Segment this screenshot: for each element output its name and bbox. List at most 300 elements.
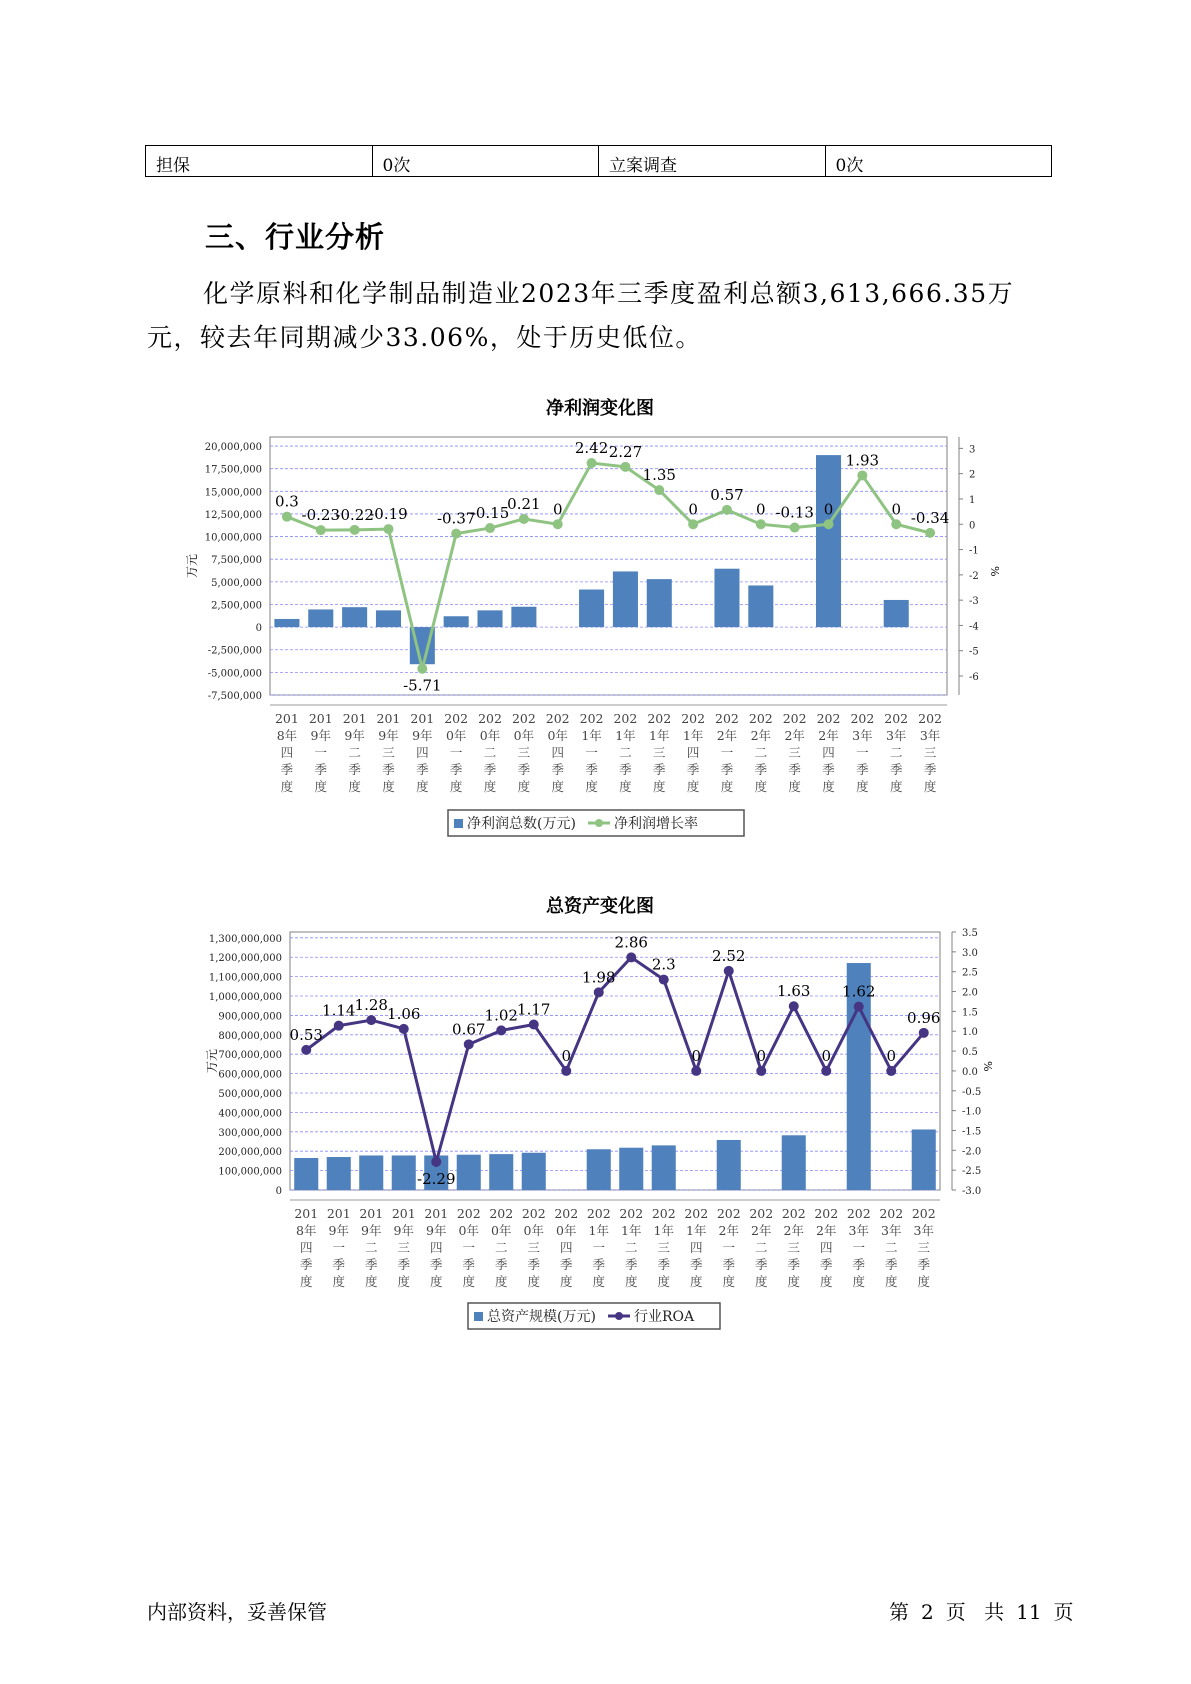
x-tick-label: 二: [624, 1240, 638, 1255]
x-tick-label: 季: [686, 762, 700, 777]
data-label: 0.53: [289, 1025, 323, 1044]
x-tick-label: 2年: [783, 1223, 804, 1238]
data-label: -0.23: [301, 506, 341, 525]
x-tick-label: 2年: [784, 728, 805, 743]
x-tick-label: 202: [918, 711, 943, 726]
x-tick-label: 202: [715, 711, 739, 726]
x-tick-label: 季: [551, 762, 564, 777]
x-tick-label: 0年: [513, 728, 535, 743]
x-tick-label: 0年: [547, 728, 568, 743]
x-tick-label: 度: [397, 1274, 411, 1289]
line-point: [654, 485, 664, 495]
x-tick-label: 度: [348, 779, 361, 794]
x-tick-label: 3年: [848, 1223, 869, 1238]
x-tick-label: 度: [657, 1274, 671, 1289]
x-tick-label: 二: [754, 1240, 768, 1255]
x-tick-label: 9年: [426, 1223, 447, 1238]
x-tick-label: 四: [689, 1240, 703, 1255]
x-tick-label: 202: [884, 711, 909, 726]
x-tick-label: 季: [592, 1257, 606, 1272]
x-tick-label: 202: [782, 711, 807, 726]
x-tick-label: 一: [585, 745, 598, 760]
data-label: 1.35: [642, 466, 676, 485]
x-tick-label: 四: [559, 1240, 573, 1255]
x-tick-label: 度: [494, 1274, 508, 1289]
x-tick-label: 202: [511, 711, 536, 726]
data-label: 1.14: [322, 1001, 356, 1020]
y-tick-label: 300,000,000: [218, 1127, 282, 1139]
x-tick-label: 季: [852, 1257, 866, 1272]
x-tick-label: 季: [299, 1257, 313, 1272]
bar: [652, 1145, 676, 1190]
legend-label: 净利润总数(万元): [467, 816, 576, 832]
x-tick-label: 度: [299, 1274, 313, 1289]
line-point: [854, 1002, 864, 1012]
y-tick-label: 1,000,000,000: [208, 992, 282, 1004]
x-tick-label: 度: [332, 1274, 346, 1289]
chart-title-total-assets: 总资产变化图: [546, 896, 654, 917]
line-point: [756, 519, 766, 529]
x-tick-label: 季: [689, 1257, 703, 1272]
x-tick-label: 度: [429, 1274, 443, 1289]
x-tick-label: 202: [748, 711, 773, 726]
line-point: [464, 1039, 474, 1049]
x-tick-label: 1年: [686, 1223, 707, 1238]
bar: [489, 1154, 513, 1190]
data-label: 2.27: [608, 442, 643, 461]
x-tick-label: 季: [585, 762, 598, 777]
x-tick-label: 度: [592, 1274, 606, 1289]
analysis-paragraph: 化学原料和化学制品制造业2023年三季度盈利总额3,613,666.35万元，较去年同期减少33.06%，处于历史低位。: [147, 279, 1015, 352]
x-tick-label: 度: [559, 1274, 573, 1289]
bar: [748, 585, 773, 627]
x-tick-label: 度: [585, 779, 598, 794]
x-tick-label: 季: [429, 1257, 443, 1272]
y-tick-label: 100,000,000: [218, 1166, 282, 1178]
bar: [619, 1148, 643, 1190]
x-tick-label: 201: [342, 711, 367, 726]
data-label: -2.29: [417, 1169, 456, 1188]
bar: [376, 610, 401, 627]
x-tick-label: 度: [852, 1274, 866, 1289]
x-tick-label: 季: [917, 1257, 931, 1272]
bar: [912, 1129, 936, 1190]
x-tick-label: 二: [364, 1240, 378, 1255]
data-label: -0.34: [910, 508, 950, 527]
legend-label: 行业ROA: [634, 1309, 695, 1325]
x-tick-label: 季: [889, 762, 903, 777]
line-point: [431, 1157, 441, 1167]
data-label: 0: [756, 1046, 767, 1065]
x-tick-label: 201: [376, 711, 401, 726]
x-tick-label: 202: [846, 1206, 871, 1221]
x-tick-label: 度: [416, 779, 429, 794]
bar: [511, 607, 536, 627]
y2-tick-label: -2.5: [962, 1166, 982, 1178]
y2-tick-label: -3.0: [962, 1186, 982, 1197]
x-tick-label: 202: [489, 1206, 514, 1221]
y2-tick-label: 3: [969, 444, 976, 456]
x-tick-label: 度: [483, 779, 497, 794]
x-tick-label: 三: [397, 1240, 411, 1255]
y2-tick-label: 0.5: [962, 1047, 978, 1059]
x-tick-label: 季: [624, 1257, 638, 1272]
x-tick-label: 四: [280, 745, 294, 760]
y2-tick-label: -4: [969, 621, 979, 633]
data-label: 1.62: [842, 982, 876, 1001]
line-point: [620, 462, 630, 472]
x-tick-label: 季: [416, 762, 429, 777]
x-tick-label: 1年: [621, 1223, 642, 1238]
line-point: [383, 524, 393, 534]
x-tick-label: 1年: [649, 728, 670, 743]
x-tick-label: 一: [856, 745, 869, 760]
data-label: -0.13: [775, 503, 814, 522]
x-tick-label: 季: [819, 1257, 833, 1272]
x-tick-label: 季: [787, 1257, 801, 1272]
x-tick-label: 度: [449, 779, 463, 794]
table-cell: 担保: [146, 146, 373, 177]
page-number: 2: [921, 1600, 934, 1624]
data-label: 2.3: [651, 955, 676, 974]
bar: [714, 569, 739, 627]
x-tick-label: 3年: [919, 728, 941, 743]
legend-label: 总资产规模(万元): [487, 1309, 596, 1325]
x-tick-label: 9年: [310, 728, 332, 743]
line-point: [485, 523, 495, 533]
x-tick-label: 季: [856, 762, 869, 777]
line-point: [789, 1001, 799, 1011]
x-tick-label: 1年: [581, 728, 602, 743]
x-tick-label: 三: [653, 745, 666, 760]
legend-label: 净利润增长率: [614, 816, 698, 832]
x-tick-label: 0年: [491, 1223, 512, 1238]
x-tick-label: 3年: [885, 728, 907, 743]
total-pages: 11: [1016, 1600, 1042, 1624]
x-tick-label: 度: [754, 1274, 768, 1289]
x-tick-label: 一: [462, 1240, 476, 1255]
y2-tick-label: 2.0: [962, 987, 978, 999]
y-tick-label: -7,500,000: [207, 691, 262, 702]
x-tick-label: 0年: [458, 1223, 479, 1238]
x-tick-label: 季: [527, 1257, 541, 1272]
x-tick-label: 二: [348, 745, 361, 760]
line-point: [790, 523, 800, 533]
y2-tick-label: 2.5: [962, 967, 978, 979]
x-tick-label: 二: [754, 745, 768, 760]
x-tick-label: 度: [517, 779, 531, 794]
x-tick-label: 0年: [479, 728, 501, 743]
line-point: [316, 525, 326, 535]
bar: [327, 1157, 351, 1190]
x-tick-label: 四: [819, 1240, 833, 1255]
y-tick-label: 12,500,000: [204, 509, 262, 521]
total-suffix: 页: [1053, 1600, 1074, 1624]
x-tick-label: 季: [822, 762, 835, 777]
x-tick-label: 1年: [588, 1223, 609, 1238]
x-tick-label: 季: [449, 762, 463, 777]
x-tick-label: 四: [416, 745, 429, 760]
x-tick-label: 2年: [818, 728, 839, 743]
x-tick-label: 季: [884, 1257, 898, 1272]
data-label: -0.37: [436, 509, 476, 528]
x-tick-label: 度: [619, 779, 632, 794]
x-tick-label: 度: [314, 779, 328, 794]
table-cell: 0次: [372, 146, 599, 177]
data-label: 0.21: [507, 494, 541, 513]
info-table: [145, 145, 1052, 177]
y2-tick-label: 3.0: [962, 947, 978, 959]
line-point: [919, 1028, 929, 1038]
x-tick-label: 季: [314, 762, 328, 777]
x-tick-label: 202: [444, 711, 469, 726]
x-tick-label: 度: [527, 1274, 541, 1289]
x-tick-label: 202: [879, 1206, 904, 1221]
x-tick-label: 度: [364, 1274, 378, 1289]
x-tick-label: 季: [653, 762, 666, 777]
y-tick-label: 400,000,000: [218, 1108, 282, 1120]
line-point: [659, 975, 669, 985]
y2-tick-label: 0.0: [962, 1066, 978, 1078]
bar: [457, 1155, 481, 1190]
x-tick-label: 201: [274, 711, 299, 726]
x-tick-label: 季: [720, 762, 734, 777]
footer-note: 内部资料，妥善保管: [147, 1600, 327, 1624]
x-tick-label: 8年: [296, 1223, 317, 1238]
x-tick-label: 季: [657, 1257, 671, 1272]
x-tick-label: 度: [923, 779, 937, 794]
x-tick-label: 度: [856, 779, 869, 794]
chart-title-net-profit: 净利润变化图: [546, 398, 654, 419]
y-tick-label: 20,000,000: [204, 442, 262, 454]
line-point: [529, 1019, 539, 1029]
table-cell: 0次: [825, 146, 1052, 177]
plot-area: [270, 437, 950, 695]
x-tick-label: 四: [429, 1240, 443, 1255]
x-tick-label: 季: [483, 762, 497, 777]
x-tick-label: 2年: [716, 728, 738, 743]
x-tick-label: 202: [554, 1206, 579, 1221]
line-point: [891, 519, 901, 529]
x-tick-label: 201: [294, 1206, 319, 1221]
line-point: [626, 952, 636, 962]
x-tick-label: 202: [850, 711, 875, 726]
line-point: [519, 514, 529, 524]
line-point: [857, 470, 867, 480]
y-tick-label: 15,000,000: [204, 487, 262, 499]
x-tick-label: 202: [749, 1206, 774, 1221]
data-label: 0.57: [710, 485, 744, 504]
y-axis-label: 万元: [205, 1048, 219, 1074]
legend-bar-swatch: [474, 1312, 483, 1321]
x-tick-label: 度: [822, 779, 835, 794]
x-tick-label: 季: [364, 1257, 378, 1272]
y2-tick-label: -0.5: [962, 1086, 982, 1098]
x-tick-label: 季: [559, 1257, 573, 1272]
footer-page: [883, 1596, 1080, 1625]
x-tick-label: 202: [781, 1206, 806, 1221]
x-tick-label: 三: [517, 745, 531, 760]
x-tick-label: 3年: [881, 1223, 902, 1238]
x-tick-label: 0年: [523, 1223, 544, 1238]
data-label: 2.52: [712, 946, 746, 965]
x-tick-label: 度: [382, 779, 395, 794]
line-point: [594, 987, 604, 997]
y2-tick-label: 1.0: [962, 1027, 978, 1039]
x-tick-label: 201: [359, 1206, 384, 1221]
data-label: 0: [691, 1046, 702, 1065]
data-label: 2.42: [574, 439, 609, 458]
table-cell: 立案调查: [599, 146, 826, 177]
bar: [274, 619, 299, 627]
data-label: 2.86: [614, 933, 648, 952]
y2-tick-label: -6: [969, 672, 979, 684]
data-label: 1.06: [387, 1004, 421, 1023]
x-tick-label: 一: [852, 1240, 866, 1255]
x-tick-label: 202: [684, 1206, 709, 1221]
legend-line-marker: [595, 819, 603, 827]
y2-tick-label: -3: [969, 596, 979, 608]
x-tick-label: 9年: [393, 1223, 414, 1238]
data-label: -5.71: [403, 676, 442, 695]
x-tick-label: 201: [308, 711, 333, 726]
x-tick-label: 四: [686, 745, 700, 760]
y-tick-label: 1,300,000,000: [208, 933, 282, 945]
y2-axis-label: %: [981, 1061, 994, 1072]
table-row: [146, 146, 1052, 177]
y-tick-label: 10,000,000: [204, 532, 262, 544]
x-tick-label: 季: [332, 1257, 346, 1272]
line-point: [451, 529, 461, 539]
y-tick-label: 5,000,000: [211, 577, 262, 589]
x-tick-label: 二: [494, 1240, 508, 1255]
x-tick-label: 一: [592, 1240, 606, 1255]
x-tick-label: 季: [619, 762, 632, 777]
x-tick-label: 9年: [328, 1223, 349, 1238]
y-tick-label: 700,000,000: [218, 1050, 282, 1062]
data-label: -0.19: [369, 505, 408, 524]
x-tick-label: 三: [788, 745, 801, 760]
x-tick-label: 0年: [556, 1223, 577, 1238]
y2-tick-label: -1.5: [962, 1126, 982, 1138]
x-tick-label: 度: [462, 1274, 476, 1289]
x-tick-label: 季: [494, 1257, 508, 1272]
x-tick-label: 度: [686, 779, 700, 794]
bar: [522, 1153, 546, 1190]
y2-tick-label: 2: [969, 469, 976, 481]
y-tick-label: 17,500,000: [204, 464, 262, 476]
x-tick-label: 一: [314, 745, 328, 760]
line-point: [925, 528, 935, 538]
x-tick-label: 9年: [412, 728, 433, 743]
x-tick-label: 202: [521, 1206, 546, 1221]
x-tick-label: 度: [720, 779, 734, 794]
bar: [884, 600, 909, 627]
x-tick-label: 季: [754, 762, 768, 777]
data-label: 1.02: [484, 1006, 518, 1025]
bar: [294, 1158, 318, 1190]
x-tick-label: 202: [681, 711, 706, 726]
bar: [816, 455, 841, 627]
x-tick-label: 二: [889, 745, 903, 760]
total-assets-chart: [0, 925, 1191, 1345]
legend-line-marker: [615, 1312, 623, 1320]
bar: [478, 610, 503, 627]
y-tick-label: -5,000,000: [207, 668, 262, 680]
x-tick-label: 三: [787, 1240, 801, 1255]
x-tick-label: 202: [613, 711, 638, 726]
x-tick-label: 202: [579, 711, 604, 726]
data-label: 0.96: [907, 1008, 941, 1027]
data-label: 1.63: [777, 982, 811, 1001]
x-tick-label: 季: [923, 762, 937, 777]
bar: [782, 1135, 806, 1190]
line-point: [399, 1024, 409, 1034]
line-point: [417, 664, 427, 674]
y2-tick-label: 1: [969, 494, 976, 506]
y-tick-label: 600,000,000: [218, 1069, 282, 1081]
y-tick-label: 7,500,000: [211, 555, 262, 567]
x-tick-label: 度: [917, 1274, 931, 1289]
y-tick-label: 0: [275, 1186, 282, 1197]
line-point: [724, 966, 734, 976]
x-tick-label: 0年: [445, 728, 467, 743]
net-profit-chart: [0, 430, 1191, 850]
y2-tick-label: 1.5: [962, 1007, 978, 1019]
y2-tick-label: 0: [969, 520, 976, 532]
total-prefix: 共: [984, 1600, 1005, 1624]
data-label: 1.17: [517, 1000, 551, 1019]
data-label: 0.3: [274, 492, 299, 511]
bar: [342, 607, 367, 627]
y-tick-label: 1,100,000,000: [208, 972, 282, 984]
line-point: [282, 512, 292, 522]
x-tick-label: 三: [923, 745, 937, 760]
page-prefix: 第: [889, 1600, 909, 1624]
y2-tick-label: -2: [969, 570, 979, 582]
x-tick-label: 三: [657, 1240, 671, 1255]
x-tick-label: 1年: [682, 728, 704, 743]
x-tick-label: 度: [722, 1274, 736, 1289]
bar: [613, 571, 638, 627]
line-point: [587, 458, 597, 468]
x-tick-label: 度: [624, 1274, 638, 1289]
x-tick-label: 一: [449, 745, 463, 760]
data-label: 0: [552, 500, 563, 519]
x-tick-label: 一: [722, 1240, 736, 1255]
x-tick-label: 三: [917, 1240, 931, 1255]
line-point: [553, 519, 563, 529]
data-label: 0: [891, 500, 901, 519]
data-label: 0: [756, 500, 766, 519]
x-tick-label: 201: [424, 1206, 449, 1221]
x-tick-label: 202: [619, 1206, 644, 1221]
x-tick-label: 季: [754, 1257, 768, 1272]
data-label: -0.22: [335, 505, 374, 524]
data-label: 1.28: [354, 996, 388, 1015]
x-tick-label: 度: [788, 779, 801, 794]
y-tick-label: 800,000,000: [218, 1030, 282, 1042]
x-tick-label: 2年: [751, 1223, 772, 1238]
y-tick-label: 2,500,000: [211, 600, 262, 612]
x-tick-label: 3年: [913, 1223, 934, 1238]
x-tick-label: 202: [647, 711, 672, 726]
x-tick-label: 3年: [852, 728, 873, 743]
y-tick-label: 200,000,000: [218, 1147, 282, 1159]
data-label: 0: [561, 1046, 572, 1065]
x-tick-label: 季: [382, 762, 395, 777]
x-tick-label: 四: [299, 1240, 313, 1255]
